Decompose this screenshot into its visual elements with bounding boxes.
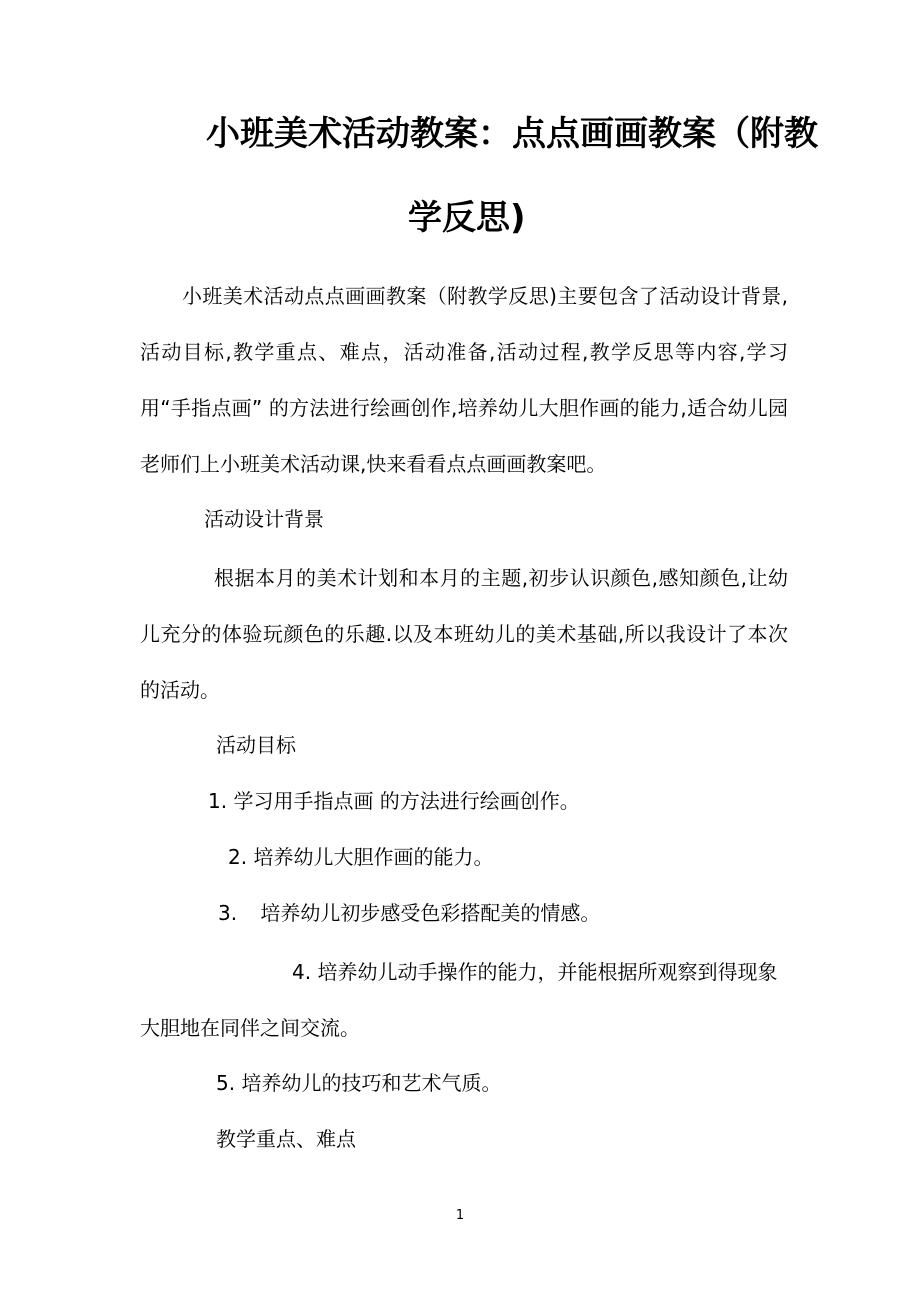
goal-number: 4. bbox=[292, 960, 312, 984]
goal-item-2 bbox=[228, 842, 493, 872]
document-title-line-2: 学反思) bbox=[408, 198, 526, 238]
background-heading: 活动设计背景 bbox=[204, 507, 324, 531]
goal-text: 培养幼儿的技巧和艺术气质。 bbox=[241, 1071, 502, 1095]
key-points-heading: 教学重点、难点 bbox=[216, 1127, 356, 1151]
goals-heading: 活动目标 bbox=[216, 733, 296, 757]
goal-number: 3. bbox=[218, 901, 238, 925]
goal-text: 培养幼儿动手操作的能力，并能根据所观察到得现象大胆地在同伴之间交流。 bbox=[140, 960, 778, 1040]
goal-item-4 bbox=[140, 944, 788, 1056]
intro-paragraph: 小班美术活动点点画画教案（附教学反思)主要包含了活动设计背景,活动目标,教学重点、难点，活动准备,活动过程,教学反思等内容,学习用“手指点画” 的方法进行绘画创作,培养幼儿大胆作画的能力,适合幼儿园老师们上小班美术活动课,快来看看点点画画教案吧。 bbox=[140, 284, 788, 476]
goal-item-3 bbox=[218, 898, 600, 928]
goal-text: 学习用手指点画 的方法进行绘画创作。 bbox=[233, 789, 580, 813]
goal-number: 5. bbox=[216, 1071, 236, 1095]
goal-text: 培养幼儿初步感受色彩搭配美的情感。 bbox=[260, 901, 601, 925]
goal-number: 2. bbox=[228, 845, 248, 869]
page-number: 1 bbox=[455, 1208, 465, 1223]
goal-item-1 bbox=[208, 786, 580, 816]
goal-number: 1. bbox=[208, 789, 228, 813]
goal-text: 培养幼儿大胆作画的能力。 bbox=[253, 845, 494, 869]
background-paragraph: 根据本月的美术计划和本月的主题,初步认识颜色,感知颜色,让幼儿充分的体验玩颜色的乐趣.以及本班幼儿的美术基础,所以我设计了本次的活动。 bbox=[140, 566, 788, 702]
document-title-line-1: 小班美术活动教案：点点画画教案（附教 bbox=[206, 114, 818, 154]
goal-item-5 bbox=[216, 1068, 501, 1098]
